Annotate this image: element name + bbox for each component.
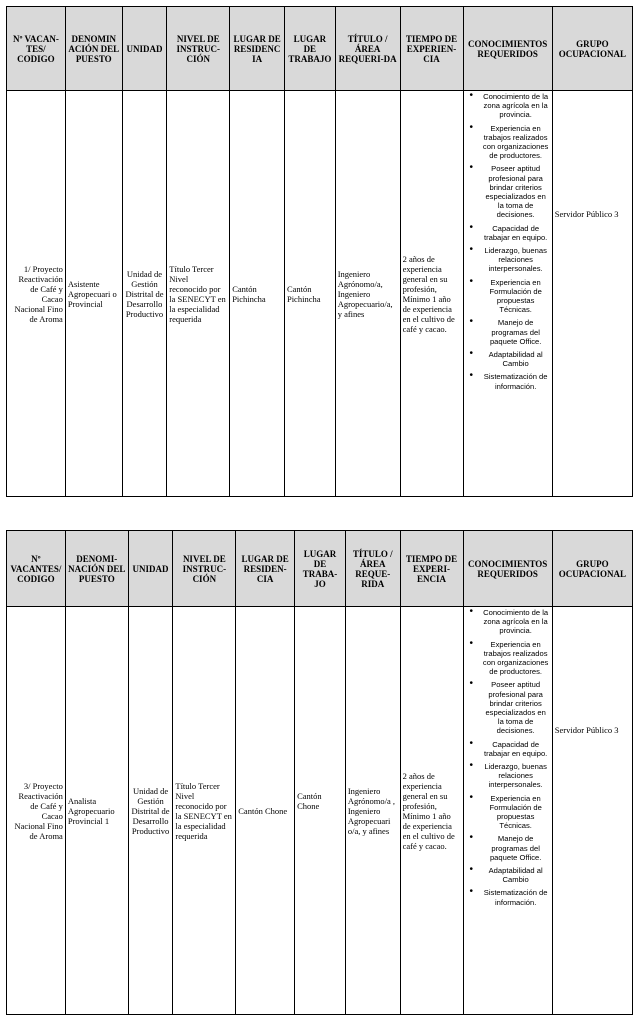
header-codigo: Nº VACAN-TES/ CODIGO	[7, 7, 66, 91]
list-item: • Sistematización de información.	[474, 372, 550, 390]
list-item: • Poseer aptitud profesional para brindar criterios especializados en la toma de decisiones.	[474, 680, 550, 735]
list-item: • Liderazgo, buenas relaciones interpersonales.	[474, 246, 550, 274]
list-item: • Experiencia en Formulación de propuestas Técnicas.	[474, 278, 550, 315]
header-instruccion: NIVEL DE INSTRUC- CIÓN	[173, 531, 236, 607]
cell-instruccion: Título Tercer Nivel reconocido por la SENECYT en la especialidad requerida	[167, 91, 230, 497]
header-row	[7, 7, 633, 91]
conocimientos-list	[466, 92, 550, 391]
cell-unidad: Unidad de Gestión Distrital de Desarrollo Productivo	[122, 91, 167, 497]
cell-conocimientos	[463, 91, 552, 497]
list-item: • Capacidad de trabajar en equipo.	[474, 740, 550, 758]
cell-experiencia: 2 años de experiencia general en su profesión, Mínimo 1 año de experiencia en el cultivo de café y cacao.	[400, 91, 463, 497]
cell-trabajo: Cantón Chone	[295, 607, 346, 1015]
cell-grupo: Servidor Público 3	[552, 91, 632, 497]
cell-grupo: Servidor Público 3	[552, 607, 632, 1015]
list-item: • Experiencia en trabajos realizados con organizaciones de productores.	[474, 124, 550, 161]
cell-trabajo: Cantón Pichincha	[284, 91, 335, 497]
cell-codigo: 3/ Proyecto Reactivación de Café y Cacao Nacional Fino de Aroma	[7, 607, 66, 1015]
header-titulo: TÍTULO / ÁREA REQUE- RIDA	[345, 531, 400, 607]
header-experiencia: TIEMPO DE EXPERI- ENCIA	[400, 531, 463, 607]
list-item: • Adaptabilidad al Cambio	[474, 866, 550, 884]
cell-titulo: Ingeniero Agrónomo/a, Ingeniero Agropecuario/a, y afines	[335, 91, 400, 497]
cell-residencia: Cantón Chone	[236, 607, 295, 1015]
header-titulo: TÍTULO / ÁREA REQUERI-DA	[335, 7, 400, 91]
header-row	[7, 531, 633, 607]
list-item: • Adaptabilidad al Cambio	[474, 350, 550, 368]
cell-puesto: Analista Agropecuario Provincial 1	[65, 607, 128, 1015]
cell-codigo: 1/ Proyecto Reactivación de Café y Cacao Nacional Fino de Aroma	[7, 91, 66, 497]
header-puesto: DENOMI- NACIÓN DEL PUESTO	[65, 531, 128, 607]
header-codigo: Nº VACANTES/ CODIGO	[7, 531, 66, 607]
header-trabajo: LUGAR DE TRABAJO	[284, 7, 335, 91]
list-item: • Liderazgo, buenas relaciones interpersonales.	[474, 762, 550, 790]
header-unidad: UNIDAD	[128, 531, 173, 607]
header-conocimientos: CONOCIMIENTOS REQUERIDOS	[463, 7, 552, 91]
cell-experiencia: 2 años de experiencia general en su profesión, Mínimo 1 año de experiencia en el cultivo de café y cacao.	[400, 607, 463, 1015]
list-item: • Capacidad de trabajar en equipo.	[474, 224, 550, 242]
header-trabajo: LUGAR DE TRABA-JO	[295, 531, 346, 607]
header-instruccion: NIVEL DE INSTRUC- CIÓN	[167, 7, 230, 91]
list-item: • Sistematización de información.	[474, 888, 550, 906]
list-item: • Manejo de programas del paquete Office.	[474, 318, 550, 346]
header-conocimientos: CONOCIMIENTOS REQUERIDOS	[463, 531, 552, 607]
list-item: • Poseer aptitud profesional para brindar criterios especializados en la toma de decisiones.	[474, 164, 550, 219]
header-grupo: GRUPO OCUPACIONAL	[552, 531, 632, 607]
table-row	[7, 91, 633, 497]
header-puesto: DENOMIN ACIÓN DEL PUESTO	[65, 7, 122, 91]
list-item: • Experiencia en trabajos realizados con organizaciones de productores.	[474, 640, 550, 677]
cell-puesto: Asistente Agropecuari o Provincial	[65, 91, 122, 497]
conocimientos-list	[466, 608, 550, 907]
cell-instruccion: Título Tercer Nivel reconocido por la SENECYT en la especialidad requerida	[173, 607, 236, 1015]
cell-titulo: Ingeniero Agrónomo/a , Ingeniero Agropecuari o/a, y afines	[345, 607, 400, 1015]
cell-conocimientos	[463, 607, 552, 1015]
list-item: • Manejo de programas del paquete Office.	[474, 834, 550, 862]
header-residencia: LUGAR DE RESIDENC IA	[230, 7, 285, 91]
header-residencia: LUGAR DE RESIDEN- CIA	[236, 531, 295, 607]
vacancy-table-2	[6, 530, 633, 1015]
cell-unidad: Unidad de Gestión Distrital de Desarrollo Productivo	[128, 607, 173, 1015]
header-experiencia: TIEMPO DE EXPERIEN- CIA	[400, 7, 463, 91]
header-grupo: GRUPO OCUPACIONAL	[552, 7, 632, 91]
list-item: • Experiencia en Formulación de propuestas Técnicas.	[474, 794, 550, 831]
cell-residencia: Cantón Pichincha	[230, 91, 285, 497]
header-unidad: UNIDAD	[122, 7, 167, 91]
table-row	[7, 607, 633, 1015]
vacancy-table-1	[6, 6, 633, 497]
list-item: • Conocimiento de la zona agrícola en la provincia.	[474, 608, 550, 636]
list-item: • Conocimiento de la zona agrícola en la provincia.	[474, 92, 550, 120]
